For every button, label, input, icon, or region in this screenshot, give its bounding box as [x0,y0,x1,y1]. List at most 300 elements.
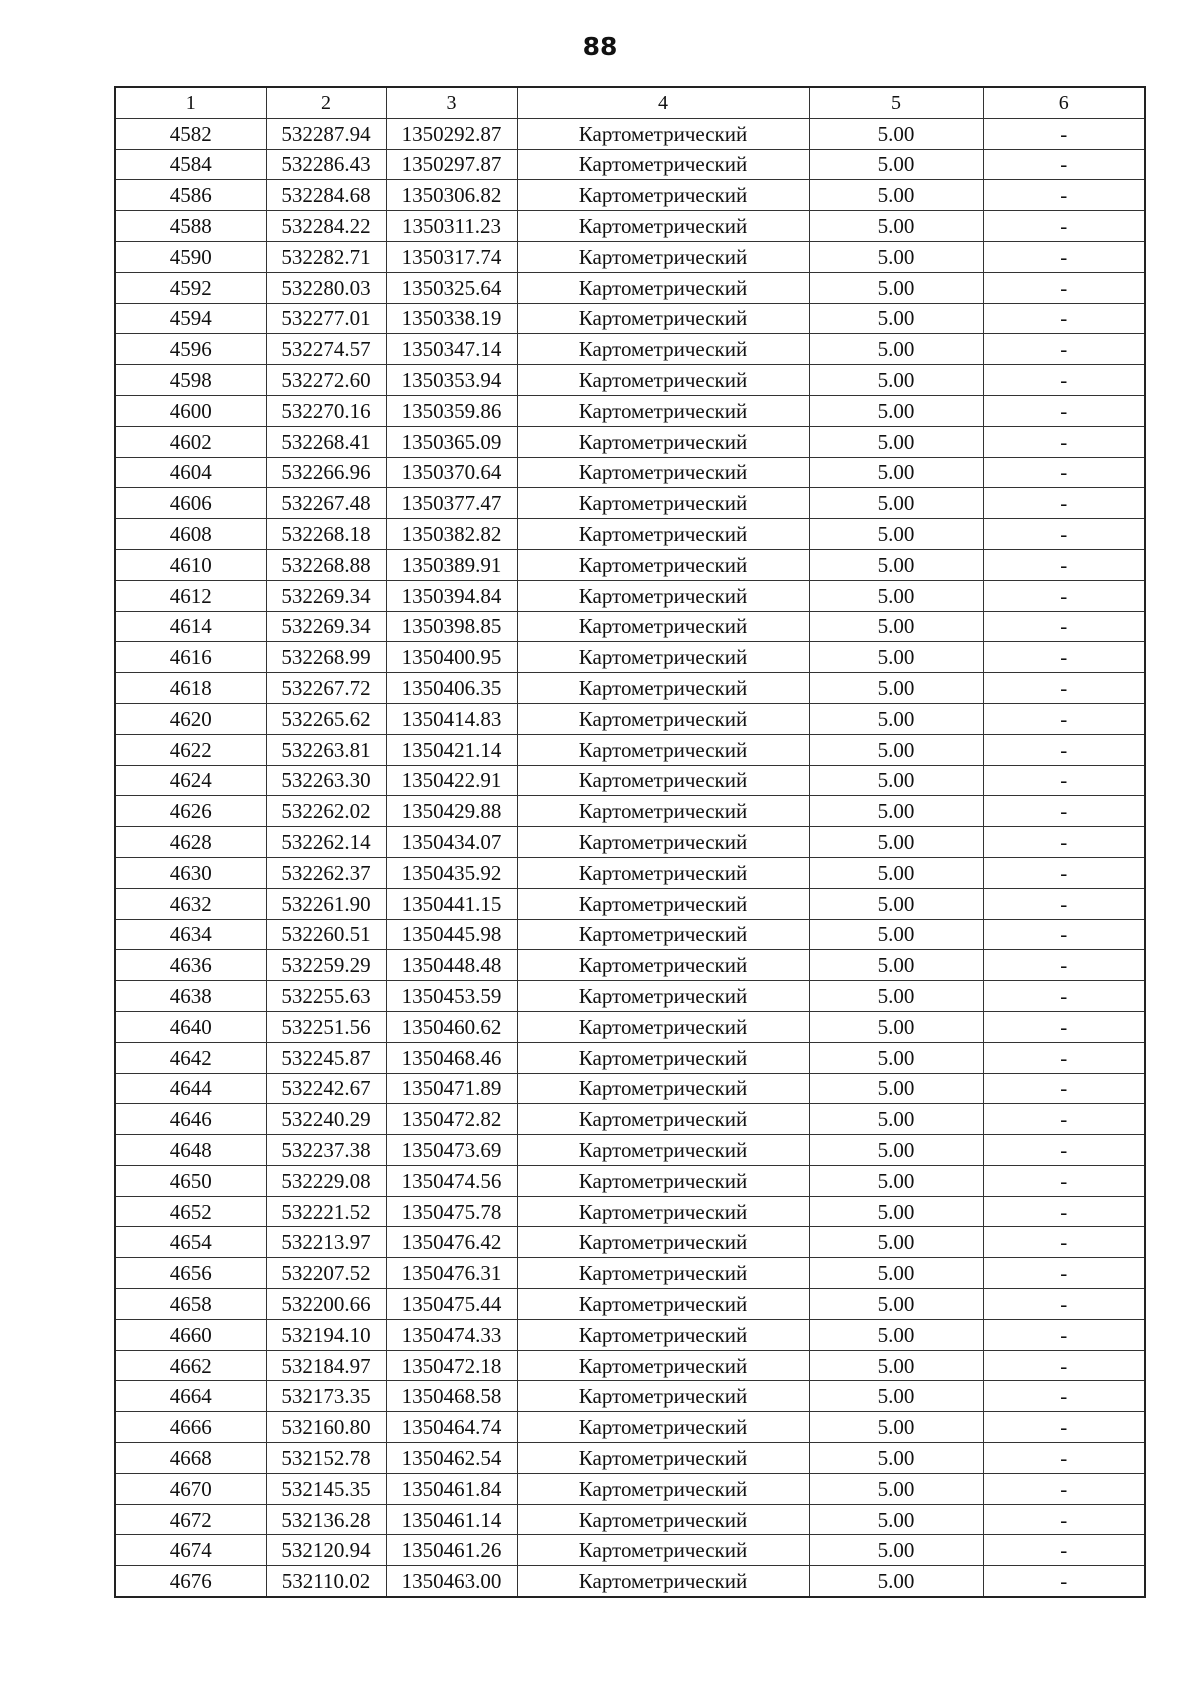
accuracy-cell: 5.00 [809,1073,983,1104]
y-coordinate-cell: 1350441.15 [386,888,517,919]
accuracy-cell: 5.00 [809,1412,983,1443]
y-coordinate-cell: 1350421.14 [386,734,517,765]
method-cell: Картометрический [517,765,809,796]
y-coordinate-cell: 1350435.92 [386,857,517,888]
point-number-cell: 4590 [115,241,266,272]
y-coordinate-cell: 1350434.07 [386,827,517,858]
note-cell: - [983,642,1145,673]
accuracy-cell: 5.00 [809,334,983,365]
y-coordinate-cell: 1350475.78 [386,1196,517,1227]
x-coordinate-cell: 532242.67 [266,1073,386,1104]
point-number-cell: 4606 [115,488,266,519]
table-row [115,272,1145,303]
point-number-cell: 4646 [115,1104,266,1135]
point-number-cell: 4620 [115,703,266,734]
y-coordinate-cell: 1350472.18 [386,1350,517,1381]
accuracy-cell: 5.00 [809,1504,983,1535]
accuracy-cell: 5.00 [809,827,983,858]
note-cell: - [983,827,1145,858]
x-coordinate-cell: 532272.60 [266,365,386,396]
x-coordinate-cell: 532270.16 [266,395,386,426]
method-cell: Картометрический [517,580,809,611]
point-number-cell: 4666 [115,1412,266,1443]
method-cell: Картометрический [517,488,809,519]
accuracy-cell: 5.00 [809,857,983,888]
note-cell: - [983,426,1145,457]
method-cell: Картометрический [517,1073,809,1104]
note-cell: - [983,765,1145,796]
table-row [115,673,1145,704]
table-row [115,519,1145,550]
point-number-cell: 4596 [115,334,266,365]
note-cell: - [983,1011,1145,1042]
note-cell: - [983,118,1145,149]
table-row [115,426,1145,457]
note-cell: - [983,1319,1145,1350]
x-coordinate-cell: 532268.99 [266,642,386,673]
y-coordinate-cell: 1350311.23 [386,211,517,242]
x-coordinate-cell: 532110.02 [266,1566,386,1597]
point-number-cell: 4676 [115,1566,266,1597]
x-coordinate-cell: 532194.10 [266,1319,386,1350]
table-row [115,1535,1145,1566]
y-coordinate-cell: 1350347.14 [386,334,517,365]
accuracy-cell: 5.00 [809,272,983,303]
note-cell: - [983,272,1145,303]
x-coordinate-cell: 532262.14 [266,827,386,858]
accuracy-cell: 5.00 [809,1381,983,1412]
x-coordinate-cell: 532221.52 [266,1196,386,1227]
table-row [115,642,1145,673]
table-row [115,611,1145,642]
column-header: 6 [983,87,1145,118]
table-row [115,1381,1145,1412]
note-cell: - [983,365,1145,396]
y-coordinate-cell: 1350359.86 [386,395,517,426]
method-cell: Картометрический [517,1042,809,1073]
accuracy-cell: 5.00 [809,1350,983,1381]
note-cell: - [983,1289,1145,1320]
method-cell: Картометрический [517,180,809,211]
table-row [115,1011,1145,1042]
column-header: 3 [386,87,517,118]
point-number-cell: 4602 [115,426,266,457]
note-cell: - [983,857,1145,888]
accuracy-cell: 5.00 [809,734,983,765]
accuracy-cell: 5.00 [809,580,983,611]
point-number-cell: 4626 [115,796,266,827]
x-coordinate-cell: 532200.66 [266,1289,386,1320]
table-row [115,981,1145,1012]
x-coordinate-cell: 532284.22 [266,211,386,242]
note-cell: - [983,395,1145,426]
note-cell: - [983,1504,1145,1535]
point-number-cell: 4594 [115,303,266,334]
table-row [115,549,1145,580]
accuracy-cell: 5.00 [809,395,983,426]
note-cell: - [983,211,1145,242]
point-number-cell: 4592 [115,272,266,303]
point-number-cell: 4586 [115,180,266,211]
table-row [115,1504,1145,1535]
x-coordinate-cell: 532120.94 [266,1535,386,1566]
table-row [115,950,1145,981]
accuracy-cell: 5.00 [809,211,983,242]
accuracy-cell: 5.00 [809,549,983,580]
x-coordinate-cell: 532260.51 [266,919,386,950]
accuracy-cell: 5.00 [809,1566,983,1597]
y-coordinate-cell: 1350463.00 [386,1566,517,1597]
table-row [115,1042,1145,1073]
point-number-cell: 4638 [115,981,266,1012]
point-number-cell: 4582 [115,118,266,149]
table-row [115,241,1145,272]
method-cell: Картометрический [517,919,809,950]
x-coordinate-cell: 532266.96 [266,457,386,488]
page-number: 88 [582,32,618,61]
x-coordinate-cell: 532269.34 [266,580,386,611]
table-row [115,211,1145,242]
x-coordinate-cell: 532267.72 [266,673,386,704]
x-coordinate-cell: 532280.03 [266,272,386,303]
table-row [115,1473,1145,1504]
x-coordinate-cell: 532259.29 [266,950,386,981]
y-coordinate-cell: 1350400.95 [386,642,517,673]
y-coordinate-cell: 1350445.98 [386,919,517,950]
y-coordinate-cell: 1350377.47 [386,488,517,519]
y-coordinate-cell: 1350325.64 [386,272,517,303]
x-coordinate-cell: 532268.18 [266,519,386,550]
method-cell: Картометрический [517,1566,809,1597]
x-coordinate-cell: 532173.35 [266,1381,386,1412]
x-coordinate-cell: 532145.35 [266,1473,386,1504]
accuracy-cell: 5.00 [809,919,983,950]
y-coordinate-cell: 1350461.26 [386,1535,517,1566]
accuracy-cell: 5.00 [809,888,983,919]
method-cell: Картометрический [517,1381,809,1412]
table-row [115,919,1145,950]
table-row [115,857,1145,888]
method-cell: Картометрический [517,642,809,673]
table-row [115,827,1145,858]
accuracy-cell: 5.00 [809,981,983,1012]
point-number-cell: 4670 [115,1473,266,1504]
accuracy-cell: 5.00 [809,1319,983,1350]
note-cell: - [983,1258,1145,1289]
point-number-cell: 4650 [115,1165,266,1196]
method-cell: Картометрический [517,1165,809,1196]
y-coordinate-cell: 1350474.33 [386,1319,517,1350]
method-cell: Картометрический [517,1104,809,1135]
note-cell: - [983,180,1145,211]
method-cell: Картометрический [517,1135,809,1166]
method-cell: Картометрический [517,395,809,426]
table-row [115,1412,1145,1443]
column-header: 2 [266,87,386,118]
note-cell: - [983,1473,1145,1504]
y-coordinate-cell: 1350475.44 [386,1289,517,1320]
note-cell: - [983,1566,1145,1597]
table-row [115,303,1145,334]
method-cell: Картометрический [517,1443,809,1474]
x-coordinate-cell: 532184.97 [266,1350,386,1381]
x-coordinate-cell: 532160.80 [266,1412,386,1443]
point-number-cell: 4658 [115,1289,266,1320]
method-cell: Картометрический [517,149,809,180]
note-cell: - [983,703,1145,734]
accuracy-cell: 5.00 [809,149,983,180]
table-row [115,1350,1145,1381]
y-coordinate-cell: 1350453.59 [386,981,517,1012]
accuracy-cell: 5.00 [809,1473,983,1504]
point-number-cell: 4654 [115,1227,266,1258]
note-cell: - [983,1227,1145,1258]
point-number-cell: 4640 [115,1011,266,1042]
note-cell: - [983,1381,1145,1412]
y-coordinate-cell: 1350429.88 [386,796,517,827]
accuracy-cell: 5.00 [809,1196,983,1227]
table-row [115,365,1145,396]
point-number-cell: 4644 [115,1073,266,1104]
column-header: 4 [517,87,809,118]
note-cell: - [983,303,1145,334]
point-number-cell: 4600 [115,395,266,426]
table-row [115,1258,1145,1289]
note-cell: - [983,919,1145,950]
method-cell: Картометрический [517,734,809,765]
y-coordinate-cell: 1350473.69 [386,1135,517,1166]
method-cell: Картометрический [517,211,809,242]
y-coordinate-cell: 1350476.31 [386,1258,517,1289]
x-coordinate-cell: 532255.63 [266,981,386,1012]
x-coordinate-cell: 532229.08 [266,1165,386,1196]
y-coordinate-cell: 1350414.83 [386,703,517,734]
method-cell: Картометрический [517,1289,809,1320]
method-cell: Картометрический [517,426,809,457]
accuracy-cell: 5.00 [809,488,983,519]
note-cell: - [983,488,1145,519]
note-cell: - [983,549,1145,580]
point-number-cell: 4642 [115,1042,266,1073]
method-cell: Картометрический [517,1535,809,1566]
accuracy-cell: 5.00 [809,673,983,704]
table-row [115,734,1145,765]
method-cell: Картометрический [517,1504,809,1535]
note-cell: - [983,334,1145,365]
method-cell: Картометрический [517,1350,809,1381]
table-row [115,118,1145,149]
method-cell: Картометрический [517,950,809,981]
method-cell: Картометрический [517,703,809,734]
y-coordinate-cell: 1350422.91 [386,765,517,796]
x-coordinate-cell: 532245.87 [266,1042,386,1073]
x-coordinate-cell: 532207.52 [266,1258,386,1289]
note-cell: - [983,1073,1145,1104]
y-coordinate-cell: 1350394.84 [386,580,517,611]
method-cell: Картометрический [517,1011,809,1042]
accuracy-cell: 5.00 [809,180,983,211]
note-cell: - [983,241,1145,272]
method-cell: Картометрический [517,888,809,919]
note-cell: - [983,1104,1145,1135]
note-cell: - [983,1535,1145,1566]
method-cell: Картометрический [517,1473,809,1504]
y-coordinate-cell: 1350462.54 [386,1443,517,1474]
table-row [115,1227,1145,1258]
y-coordinate-cell: 1350464.74 [386,1412,517,1443]
point-number-cell: 4618 [115,673,266,704]
x-coordinate-cell: 532237.38 [266,1135,386,1166]
method-cell: Картометрический [517,303,809,334]
accuracy-cell: 5.00 [809,1258,983,1289]
table-row [115,1073,1145,1104]
note-cell: - [983,1412,1145,1443]
accuracy-cell: 5.00 [809,1042,983,1073]
accuracy-cell: 5.00 [809,1443,983,1474]
y-coordinate-cell: 1350474.56 [386,1165,517,1196]
x-coordinate-cell: 532262.02 [266,796,386,827]
accuracy-cell: 5.00 [809,1104,983,1135]
method-cell: Картометрический [517,1412,809,1443]
table-row [115,1196,1145,1227]
table-row [115,703,1145,734]
point-number-cell: 4598 [115,365,266,396]
coordinates-table [114,86,1146,1598]
y-coordinate-cell: 1350317.74 [386,241,517,272]
table-row [115,1443,1145,1474]
x-coordinate-cell: 532136.28 [266,1504,386,1535]
table-row [115,457,1145,488]
point-number-cell: 4636 [115,950,266,981]
method-cell: Картометрический [517,549,809,580]
table-row [115,888,1145,919]
table-row [115,1289,1145,1320]
y-coordinate-cell: 1350406.35 [386,673,517,704]
y-coordinate-cell: 1350476.42 [386,1227,517,1258]
y-coordinate-cell: 1350297.87 [386,149,517,180]
table-row [115,395,1145,426]
method-cell: Картометрический [517,981,809,1012]
x-coordinate-cell: 532268.41 [266,426,386,457]
point-number-cell: 4634 [115,919,266,950]
note-cell: - [983,1350,1145,1381]
point-number-cell: 4584 [115,149,266,180]
method-cell: Картометрический [517,796,809,827]
accuracy-cell: 5.00 [809,1289,983,1320]
x-coordinate-cell: 532265.62 [266,703,386,734]
y-coordinate-cell: 1350365.09 [386,426,517,457]
x-coordinate-cell: 532261.90 [266,888,386,919]
note-cell: - [983,1443,1145,1474]
x-coordinate-cell: 532269.34 [266,611,386,642]
table-row [115,796,1145,827]
note-cell: - [983,611,1145,642]
note-cell: - [983,734,1145,765]
x-coordinate-cell: 532251.56 [266,1011,386,1042]
method-cell: Картометрический [517,1319,809,1350]
accuracy-cell: 5.00 [809,611,983,642]
accuracy-cell: 5.00 [809,950,983,981]
x-coordinate-cell: 532240.29 [266,1104,386,1135]
note-cell: - [983,1165,1145,1196]
note-cell: - [983,950,1145,981]
point-number-cell: 4628 [115,827,266,858]
note-cell: - [983,1042,1145,1073]
y-coordinate-cell: 1350468.46 [386,1042,517,1073]
table-row [115,580,1145,611]
accuracy-cell: 5.00 [809,519,983,550]
note-cell: - [983,1135,1145,1166]
point-number-cell: 4604 [115,457,266,488]
accuracy-cell: 5.00 [809,1011,983,1042]
point-number-cell: 4672 [115,1504,266,1535]
method-cell: Картометрический [517,611,809,642]
y-coordinate-cell: 1350398.85 [386,611,517,642]
point-number-cell: 4660 [115,1319,266,1350]
point-number-cell: 4588 [115,211,266,242]
y-coordinate-cell: 1350338.19 [386,303,517,334]
x-coordinate-cell: 532263.30 [266,765,386,796]
note-cell: - [983,981,1145,1012]
method-cell: Картометрический [517,118,809,149]
table-row [115,1135,1145,1166]
method-cell: Картометрический [517,1227,809,1258]
point-number-cell: 4630 [115,857,266,888]
accuracy-cell: 5.00 [809,1227,983,1258]
accuracy-cell: 5.00 [809,118,983,149]
y-coordinate-cell: 1350382.82 [386,519,517,550]
table-row [115,149,1145,180]
method-cell: Картометрический [517,334,809,365]
table-row [115,765,1145,796]
x-coordinate-cell: 532152.78 [266,1443,386,1474]
accuracy-cell: 5.00 [809,365,983,396]
method-cell: Картометрический [517,365,809,396]
x-coordinate-cell: 532268.88 [266,549,386,580]
table-row [115,488,1145,519]
table-row [115,1165,1145,1196]
accuracy-cell: 5.00 [809,1535,983,1566]
y-coordinate-cell: 1350353.94 [386,365,517,396]
point-number-cell: 4624 [115,765,266,796]
note-cell: - [983,673,1145,704]
x-coordinate-cell: 532262.37 [266,857,386,888]
table-header-row [115,87,1145,118]
y-coordinate-cell: 1350461.14 [386,1504,517,1535]
y-coordinate-cell: 1350389.91 [386,549,517,580]
method-cell: Картометрический [517,457,809,488]
point-number-cell: 4656 [115,1258,266,1289]
y-coordinate-cell: 1350460.62 [386,1011,517,1042]
method-cell: Картометрический [517,1258,809,1289]
y-coordinate-cell: 1350448.48 [386,950,517,981]
point-number-cell: 4608 [115,519,266,550]
y-coordinate-cell: 1350292.87 [386,118,517,149]
point-number-cell: 4610 [115,549,266,580]
accuracy-cell: 5.00 [809,796,983,827]
note-cell: - [983,149,1145,180]
note-cell: - [983,580,1145,611]
method-cell: Картометрический [517,857,809,888]
table-row [115,1104,1145,1135]
column-header: 1 [115,87,266,118]
x-coordinate-cell: 532286.43 [266,149,386,180]
accuracy-cell: 5.00 [809,1135,983,1166]
method-cell: Картометрический [517,519,809,550]
table-row [115,334,1145,365]
point-number-cell: 4664 [115,1381,266,1412]
accuracy-cell: 5.00 [809,1165,983,1196]
